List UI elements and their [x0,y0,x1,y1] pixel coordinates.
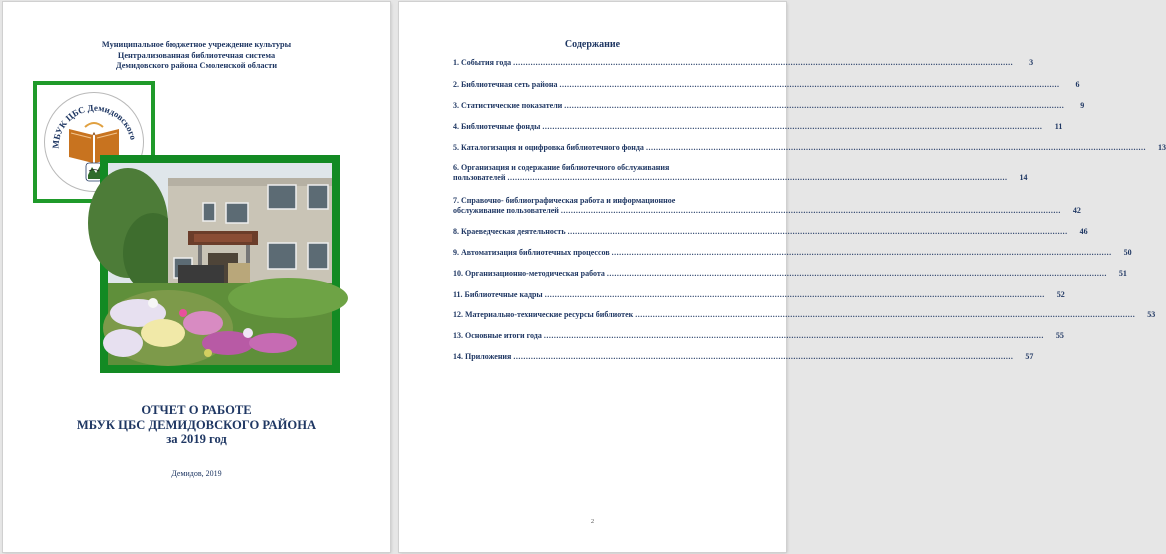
title-line-1: ОТЧЕТ О РАБОТЕ [141,403,252,417]
toc-entry[interactable] [453,290,1065,300]
toc-entry-title-cont: обслуживание пользователей [453,205,559,215]
title-line-3: за 2019 год [166,432,227,446]
toc-leader-dots: ........................................................................................................................................................................................................ [567,227,1068,236]
library-building-icon [108,163,332,365]
toc-page-number: 51 [1118,269,1127,278]
toc-page-number: 11 [1054,122,1063,131]
toc-leader-dots: ........................................................................................................................................................................................................ [560,205,1061,215]
toc-entry[interactable] [453,101,1085,111]
contents-page [399,2,1166,552]
report-title [3,403,390,447]
toc-leader-dots: ........................................................................................................................................................................................................ [606,269,1107,278]
toc-heading: Содержание [564,39,621,50]
photo-frame [100,155,340,373]
toc-page-number: 3 [1029,58,1034,67]
logo-arc-text: МБУК ЦБС Демидовского [50,102,139,149]
page-number: 2 [590,518,595,525]
toc-leader-dots: ........................................................................................................................................................................................................ [564,101,1065,110]
toc-page-number: 52 [1056,290,1065,299]
toc-leader-dots: ........................................................................................................................................................................................................ [543,331,1044,340]
toc-entry[interactable] [453,163,1028,182]
toc-entry[interactable] [453,143,1166,153]
organization-header [3,40,390,72]
toc-leader-dots: ........................................................................................................................................................................................................ [544,290,1045,299]
toc-leader-dots: ........................................................................................................................................................................................................ [635,310,1136,319]
cover-page [3,2,390,552]
toc-entry-title: 10. Организационно-методическая работа [453,269,605,278]
title-line-2: МБУК ЦБС ДЕМИДОВСКОГО РАЙОНА [76,417,317,432]
toc-entry-title-cont: пользователей [453,172,506,182]
toc-entry-title: 5. Каталогизация и оцифровка библиотечного фонда [453,143,644,152]
toc-leader-dots: ........................................................................................................................................................................................................ [542,122,1043,131]
toc-page-number: 46 [1079,227,1088,236]
toc-entry-title: 9. Автоматизация библиотечных процессов [453,248,610,257]
toc-page-number: 6 [1075,80,1080,89]
toc-entry-title: 13. Основные итоги года [453,331,542,340]
toc-leader-dots: ........................................................................................................................................................................................................ [507,172,1008,182]
toc-entry[interactable] [453,196,1081,215]
toc-page-number: 42 [1072,205,1081,215]
org-line-1: Муниципальное бюджетное учреждение культуры [101,40,292,49]
toc-leader-dots: ........................................................................................................................................................................................................ [513,352,1014,361]
toc-entry-title: 2. Библиотечная сеть района [453,80,558,89]
city-year: Демидов, 2019 [171,469,222,478]
toc-entry-title: 8. Краеведческая деятельность [453,227,566,236]
toc-entry-title: 1. События года [453,58,512,67]
toc-entry[interactable] [453,310,1156,320]
toc-page-number: 57 [1025,352,1034,361]
toc-entry-title: 3. Статистические показатели [453,101,563,110]
library-building-photo [108,163,332,365]
toc-entry[interactable] [453,331,1064,341]
toc-entry-title: 14. Приложения [453,352,512,361]
toc-leader-dots: ........................................................................................................................................................................................................ [611,248,1112,257]
toc-entry-title: 6. Организация и содержание библиотечного обслуживания [453,163,670,172]
toc-page-number: 14 [1019,172,1028,182]
toc-leader-dots: ........................................................................................................................................................................................................ [559,80,1060,89]
toc-leader-dots: ........................................................................................................................................................................................................ [513,58,1014,67]
org-line-2: Централизованная библиотечная система [117,50,276,60]
toc-entry-title: 12. Материально-технические ресурсы библиотек [453,310,634,319]
toc-entry[interactable] [453,80,1080,90]
toc-entry[interactable] [453,269,1127,279]
org-line-3: Демидовского района Смоленской области [115,61,278,70]
toc-page-number: 53 [1147,310,1156,319]
toc-entry[interactable] [453,122,1063,132]
toc-entry[interactable] [453,58,1034,68]
toc-entry-title: 11. Библиотечные кадры [453,290,543,299]
toc-entry[interactable] [453,352,1034,362]
toc-entry[interactable] [453,248,1132,258]
toc-leader-dots: ........................................................................................................................................................................................................ [645,143,1146,152]
toc-page-number: 9 [1080,101,1085,110]
toc-page-number: 55 [1055,331,1064,340]
toc-page-number: 50 [1123,248,1132,257]
toc-entry-title: 4. Библиотечные фонды [453,122,541,131]
toc-page-number: 13 [1157,143,1166,152]
toc-entry-title: 7. Справочно- библиографическая работа и информационное [453,196,676,205]
toc-entry[interactable] [453,227,1088,237]
